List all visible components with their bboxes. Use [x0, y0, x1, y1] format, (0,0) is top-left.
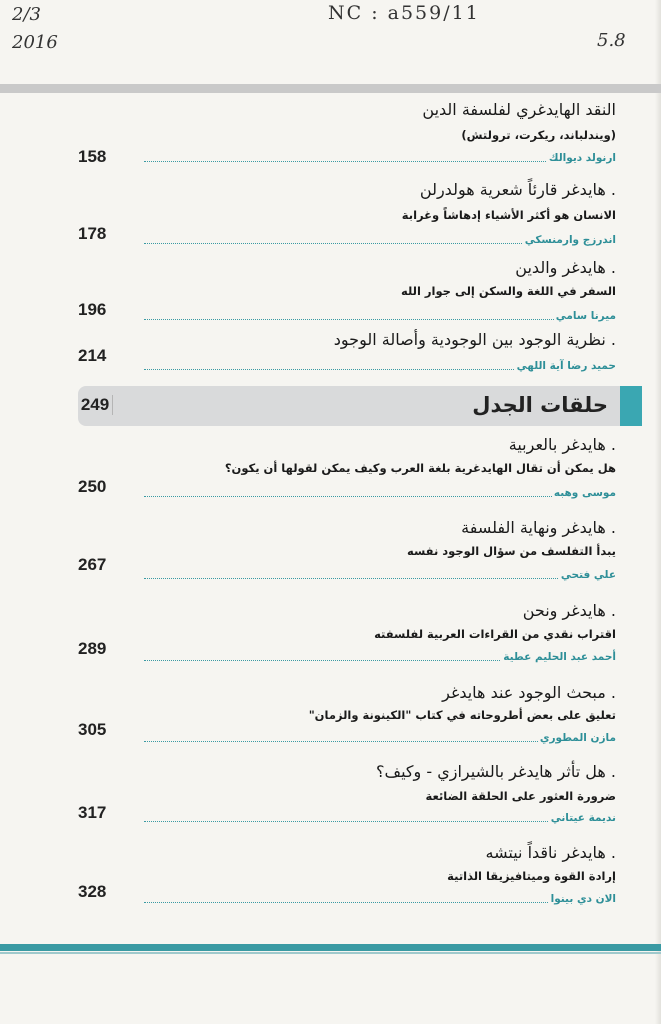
entry-author: ميرنا سامي — [555, 310, 616, 322]
dotted-leader — [144, 496, 616, 497]
page-number: 317 — [78, 803, 107, 822]
toc-entry — [78, 843, 616, 913]
entry-author: موسى وهبه — [553, 487, 616, 499]
toc-entry — [78, 180, 616, 250]
entry-subtitle: إرادة القوة وميتافيزيقا الذاتية — [447, 869, 616, 883]
page-number: 289 — [78, 639, 107, 658]
entry-author: مازن المطوري — [539, 732, 616, 744]
entry-author: اندرزج وارمنسكي — [524, 234, 616, 246]
entry-subtitle: (ويندلباند، ريكرت، ترولتش) — [461, 128, 616, 142]
entry-subtitle: الانسان هو أكثر الأشياء إدهاشاً وغرابة — [401, 208, 616, 222]
author-row — [144, 893, 616, 907]
page-number: 178 — [78, 224, 107, 243]
entry-title: . هايدغر ونحن — [522, 601, 616, 620]
footer-line — [0, 952, 661, 954]
entry-author: الان دي بينوا — [550, 893, 616, 905]
header-bar — [0, 84, 661, 93]
author-row — [144, 152, 616, 166]
page-number: 267 — [78, 555, 107, 574]
section-accent-block — [620, 386, 642, 426]
dotted-leader — [144, 902, 616, 903]
author-row — [144, 651, 616, 665]
dotted-leader — [144, 578, 616, 579]
entry-author: نديمة عيتاني — [550, 812, 616, 824]
handwritten-note: 2/3 — [12, 4, 41, 25]
toc-entry — [78, 435, 616, 505]
toc-entry — [78, 762, 616, 832]
author-row — [144, 360, 616, 374]
entry-title: النقد الهايدغري لفلسفة الدين — [422, 100, 616, 119]
author-row — [144, 732, 616, 746]
author-row — [144, 812, 616, 826]
entry-subtitle: تعليق على بعض أطروحاته في كتاب "الكينونة والزمان" — [308, 708, 616, 722]
page-number: 328 — [78, 882, 107, 901]
section-page-number: 249 — [78, 395, 113, 415]
page-number: 214 — [78, 346, 107, 365]
page-number: 305 — [78, 720, 107, 739]
entry-author: حميد رضا آية اللهي — [516, 360, 616, 372]
entry-title: . هايدغر والدين — [515, 258, 616, 277]
entry-title: . هايدغر ناقداً نيتشه — [485, 843, 616, 862]
entry-title: . مبحث الوجود عند هايدغر — [442, 683, 616, 702]
toc-entry — [78, 100, 616, 170]
handwritten-note: 2016 — [12, 32, 58, 53]
entry-title: . هل تأثر هايدغر بالشيرازي - وكيف؟ — [376, 762, 616, 781]
entry-subtitle: هل يمكن أن تقال الهايدغرية بلغة العرب وكيف يمكن لقولها أن يكون؟ — [224, 461, 616, 475]
author-row — [144, 234, 616, 248]
entry-author: علي فتحي — [560, 569, 616, 581]
page-edge-shadow — [655, 0, 661, 1024]
entry-title: . هايدغر بالعربية — [508, 435, 616, 454]
entry-title: . هايدغر قارئاً شعرية هولدرلن — [419, 180, 616, 199]
entry-author: ارنولد ديوالك — [548, 152, 616, 164]
author-row — [144, 487, 616, 501]
author-row — [144, 569, 616, 583]
section-title: حلقات الجدل — [472, 393, 608, 417]
handwritten-note: 5.8 — [597, 30, 626, 51]
page-number: 158 — [78, 147, 107, 166]
toc-entry — [78, 258, 616, 328]
handwritten-code: NC : a559/11 — [328, 2, 480, 24]
dotted-leader — [144, 821, 616, 822]
entry-subtitle: ضرورة العثور على الحلقة الضائعة — [425, 789, 616, 803]
author-row — [144, 310, 616, 324]
footer-bar — [0, 944, 661, 951]
entry-title: . هايدغر ونهاية الفلسفة — [461, 518, 616, 537]
page-number: 250 — [78, 477, 107, 496]
entry-subtitle: السفر في اللغة والسكن إلى جوار الله — [400, 284, 616, 298]
dotted-leader — [144, 161, 616, 162]
toc-entry — [78, 683, 616, 753]
section-header — [78, 386, 642, 426]
entry-title: . نظرية الوجود بين الوجودية وأصالة الوجود — [333, 330, 616, 349]
toc-entry — [78, 601, 616, 671]
page-number: 196 — [78, 300, 107, 319]
entry-author: أحمد عبد الحليم عطية — [503, 651, 616, 663]
dotted-leader — [144, 319, 616, 320]
entry-subtitle: اقتراب نقدي من القراءات العربية لفلسفته — [374, 627, 616, 641]
toc-entry — [78, 330, 616, 380]
entry-subtitle: يبدأ التفلسف من سؤال الوجود نفسه — [407, 544, 616, 558]
toc-entry — [78, 518, 616, 588]
